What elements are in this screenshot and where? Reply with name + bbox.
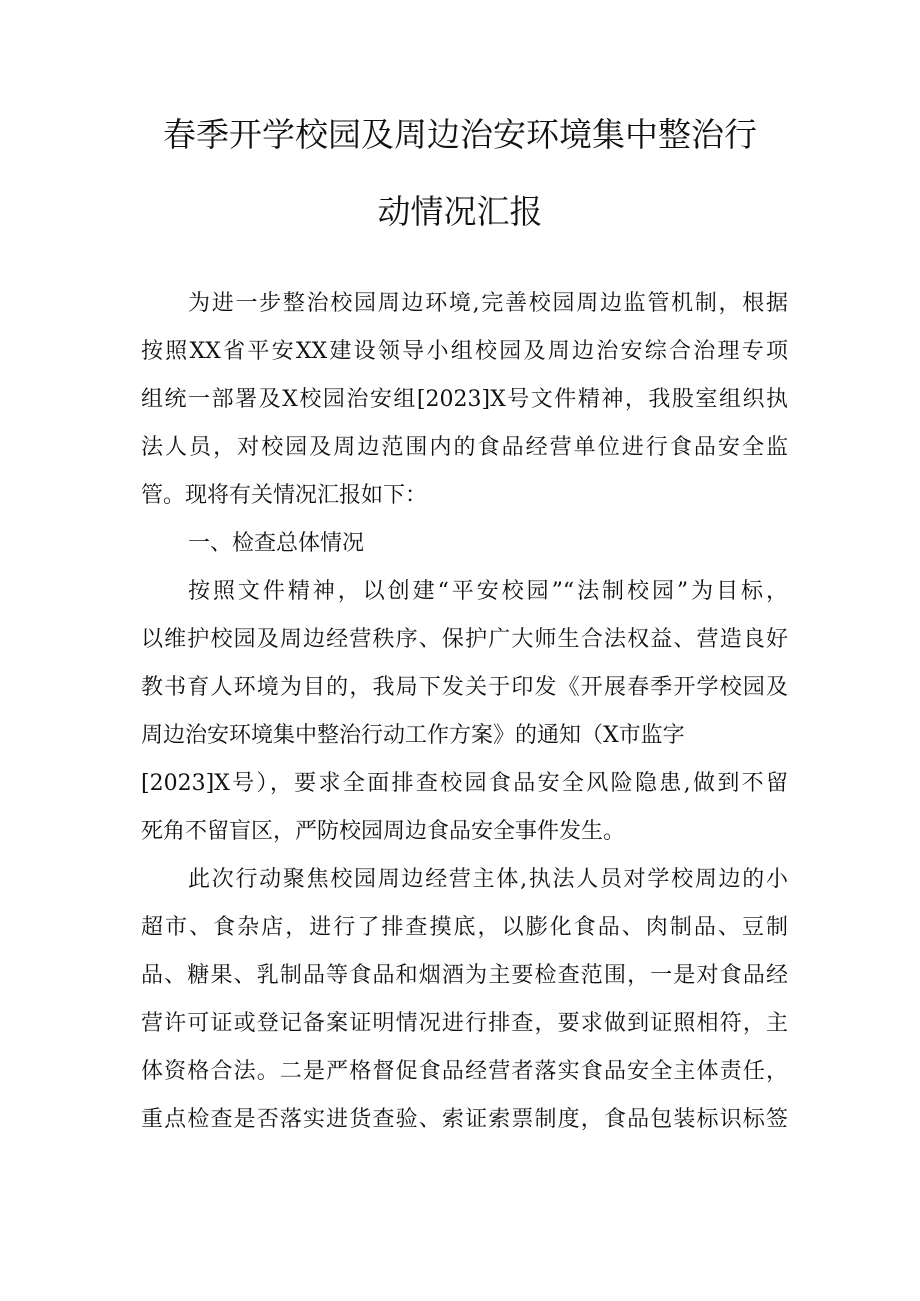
title-line-2: 动情况汇报 <box>377 192 543 231</box>
body-line: 组统一部署及X校园治安组[2023]X号文件精神，我股室组织执 <box>141 387 788 412</box>
body-line: 超市、食杂店，进行了排查摸底，以膨化食品、肉制品、豆制 <box>141 915 788 940</box>
body-line: 此次行动聚焦校园周边经营主体,执法人员对学校周边的小 <box>188 867 788 892</box>
body-line: [2023]X号），要求全面排查校园食品安全风险隐患,做到不留 <box>141 771 788 796</box>
body-line: 按照XX省平安XX建设领导小组校园及周边治安综合治理专项 <box>141 339 788 364</box>
body-line: 按照文件精神，以创建“平安校园”“法制校园”为目标， <box>188 579 788 604</box>
body-line: 教书育人环境为目的，我局下发关于印发《开展春季开学校园及 <box>141 675 788 700</box>
body-line: 死角不留盲区，严防校园周边食品安全事件发生。 <box>141 819 626 844</box>
body-line: 周边治安环境集中整治行动工作方案》的通知（X市监字 <box>141 723 685 748</box>
body-line: 法人员，对校园及周边范围内的食品经营单位进行食品安全监 <box>141 435 788 460</box>
body-line: 重点检查是否落实进货查验、索证索票制度，食品包装标识标签 <box>141 1107 788 1132</box>
body-line: 管。现将有关情况汇报如下： <box>141 483 428 508</box>
body-line: 以维护校园及周边经营秩序、保护广大师生合法权益、营造良好 <box>141 627 788 652</box>
body-line: 品、糖果、乳制品等食品和烟酒为主要检查范围，一是对食品经 <box>141 963 788 988</box>
body-line: 体资格合法。二是严格督促食品经营者落实食品安全主体责任， <box>141 1059 788 1084</box>
body-line: 营许可证或登记备案证明情况进行排查，要求做到证照相符，主 <box>141 1011 788 1036</box>
section-heading: 一、检查总体情况 <box>188 531 365 556</box>
body-line: 为进一步整治校园周边环境,完善校园周边监管机制，根据 <box>188 291 788 316</box>
title-line-1: 春季开学校园及周边治安环境集中整治行 <box>163 115 757 154</box>
